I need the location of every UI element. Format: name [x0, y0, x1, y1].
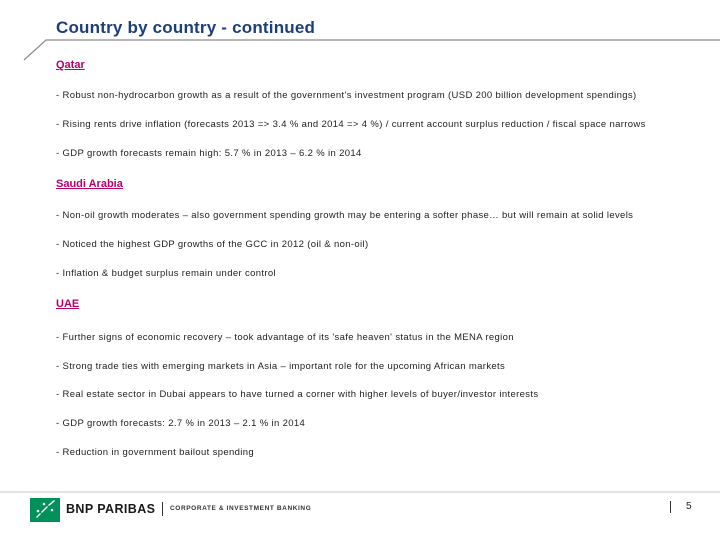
- brand-tagline: CORPORATE & INVESTMENT BANKING: [170, 505, 312, 512]
- bullet-saudi-2: - Noticed the highest GDP growths of the GCC in 2012 (oil & non-oil): [56, 239, 369, 250]
- bnp-paribas-logo-icon: [30, 498, 60, 522]
- section-heading-saudi-arabia: Saudi Arabia: [56, 178, 123, 190]
- bullet-qatar-3: - GDP growth forecasts remain high: 5.7 % in 2013 – 6.2 % in 2014: [56, 148, 362, 159]
- bullet-saudi-3: - Inflation & budget surplus remain under control: [56, 268, 276, 279]
- bullet-saudi-1: - Non-oil growth moderates – also government spending growth may be entering a softer phase… but will remain at solid levels: [56, 210, 634, 221]
- brand-separator: [162, 502, 163, 516]
- bullet-qatar-2: - Rising rents drive inflation (forecasts 2013 => 3.4 % and 2014 => 4 %) / current account surplus reduction / fiscal space narrows: [56, 119, 646, 130]
- bullet-uae-3: - Real estate sector in Dubai appears to have turned a corner with higher levels of buyer/investor interests: [56, 389, 539, 400]
- brand-name: BNP PARIBAS: [66, 502, 156, 516]
- section-heading-qatar: Qatar: [56, 59, 85, 71]
- page-number-separator: [670, 501, 671, 513]
- bullet-qatar-1: - Robust non-hydrocarbon growth as a result of the government's investment program (USD 200 billion development spendings): [56, 90, 637, 101]
- bullet-uae-1: - Further signs of economic recovery – took advantage of its 'safe heaven' status in the MENA region: [56, 332, 514, 343]
- title-underline: [0, 0, 720, 70]
- bullet-uae-5: - Reduction in government bailout spending: [56, 447, 254, 458]
- page-number: 5: [686, 501, 692, 512]
- footer-rule: [0, 490, 720, 494]
- section-heading-uae: UAE: [56, 298, 80, 310]
- slide-title: Country by country - continued: [56, 18, 316, 37]
- bullet-uae-2: - Strong trade ties with emerging markets in Asia – important role for the upcoming African markets: [56, 361, 506, 372]
- bullet-uae-4: - GDP growth forecasts: 2.7 % in 2013 – 2.1 % in 2014: [56, 418, 306, 429]
